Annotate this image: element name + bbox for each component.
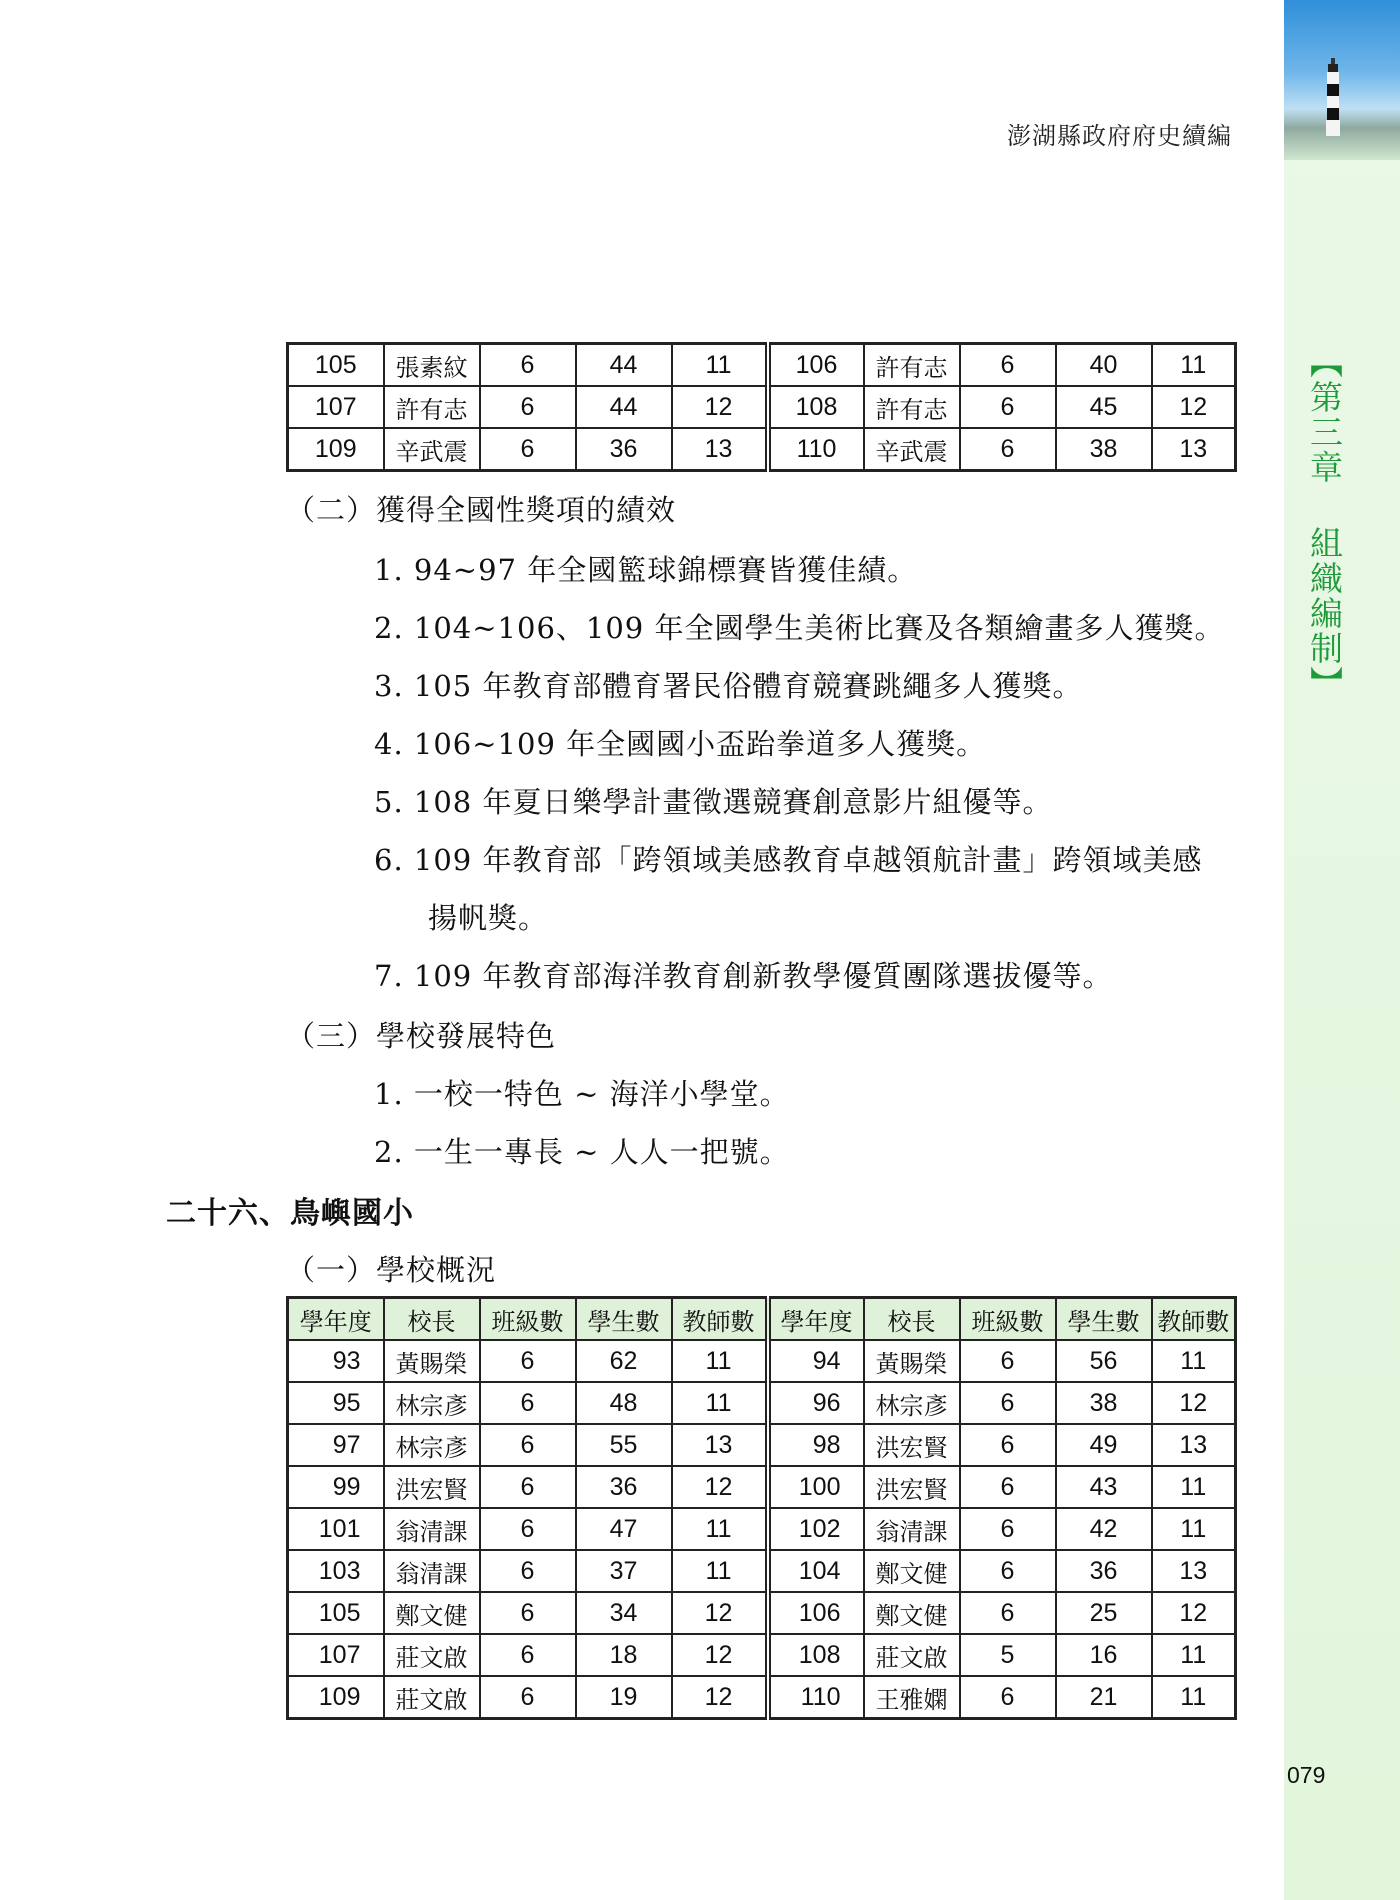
overview-heading: （一）學校概況	[286, 1253, 497, 1287]
table-row	[288, 1424, 1236, 1466]
table-cell: 110	[768, 1676, 864, 1719]
table-cell: 104	[768, 1550, 864, 1592]
table-row	[288, 1550, 1236, 1592]
table-cell: 109	[288, 1676, 384, 1719]
table-cell: 莊文啟	[384, 1676, 480, 1719]
table-cell: 12	[672, 1592, 768, 1634]
table-cell: 94	[768, 1340, 864, 1382]
column-header: 班級數	[480, 1298, 576, 1341]
table-row	[288, 1676, 1236, 1719]
table-cell: 洪宏賢	[864, 1424, 960, 1466]
table-cell: 11	[1152, 1466, 1236, 1508]
table-cell: 47	[576, 1508, 672, 1550]
table-cell: 6	[480, 1676, 576, 1719]
table-cell: 6	[480, 1634, 576, 1676]
table-cell: 12	[672, 1676, 768, 1719]
table-cell: 106	[768, 1592, 864, 1634]
table-cell: 103	[288, 1550, 384, 1592]
column-header: 校長	[864, 1298, 960, 1341]
table-cell: 11	[1152, 1676, 1236, 1719]
table-cell: 6	[480, 1508, 576, 1550]
table-cell: 56	[1056, 1340, 1152, 1382]
table-row: 109 辛武震 6 36 13 110 辛武震 6 38 13	[288, 428, 1236, 471]
table-cell: 5	[960, 1634, 1056, 1676]
section-title: 二十六、鳥嶼國小	[166, 1196, 414, 1231]
table-cell: 101	[288, 1508, 384, 1550]
table-cell: 12	[1152, 1382, 1236, 1424]
column-header: 教師數	[1152, 1298, 1236, 1341]
table-cell: 6	[480, 1550, 576, 1592]
table-cell: 6	[960, 1676, 1056, 1719]
column-header: 教師數	[672, 1298, 768, 1341]
table-cell: 21	[1056, 1676, 1152, 1719]
table-row	[288, 1508, 1236, 1550]
table-cell: 98	[768, 1424, 864, 1466]
table-row	[288, 1340, 1236, 1382]
table-cell: 6	[960, 1550, 1056, 1592]
table-cell: 鄭文健	[864, 1550, 960, 1592]
award-item-continued: 揚帆獎。	[428, 901, 549, 935]
table-cell: 12	[672, 1634, 768, 1676]
table-cell: 36	[1056, 1550, 1152, 1592]
page-number: 079	[1287, 1762, 1326, 1788]
lighthouse-icon	[1322, 58, 1344, 136]
table-cell: 13	[672, 1424, 768, 1466]
table-cell: 19	[576, 1676, 672, 1719]
table-cell: 48	[576, 1382, 672, 1424]
table-cell: 6	[480, 1592, 576, 1634]
table-cell: 12	[672, 1466, 768, 1508]
table-cell: 97	[288, 1424, 384, 1466]
table-cell: 林宗彥	[384, 1424, 480, 1466]
awards-heading: （二）獲得全國性獎項的績效	[286, 493, 677, 527]
table-cell: 102	[768, 1508, 864, 1550]
table-row	[288, 1592, 1236, 1634]
chapter-tab: 【第三章 組織編制】	[1305, 345, 1344, 701]
table-cell: 93	[288, 1340, 384, 1382]
principal-table-continued	[286, 342, 1237, 472]
table-cell: 翁清課	[384, 1508, 480, 1550]
table-cell: 43	[1056, 1466, 1152, 1508]
table-cell: 38	[1056, 1382, 1152, 1424]
column-header: 學年度	[768, 1298, 864, 1341]
table-cell: 林宗彥	[864, 1382, 960, 1424]
feature-item: 1. 一校一特色 ~ 海洋小學堂。	[374, 1077, 790, 1111]
table-cell: 25	[1056, 1592, 1152, 1634]
table-cell: 6	[960, 1382, 1056, 1424]
table-cell: 黃賜榮	[384, 1340, 480, 1382]
principal-table	[286, 1296, 1237, 1720]
table-cell: 6	[480, 1382, 576, 1424]
table-row	[288, 1382, 1236, 1424]
table-row: 105 張素紋 6 44 11 106 許有志 6 40 11	[288, 344, 1236, 387]
table-cell: 鄭文健	[384, 1592, 480, 1634]
table-cell: 37	[576, 1550, 672, 1592]
table-cell: 36	[576, 1466, 672, 1508]
table-cell: 105	[288, 1592, 384, 1634]
table-cell: 6	[480, 1340, 576, 1382]
table-cell: 11	[672, 1382, 768, 1424]
table-cell: 翁清課	[384, 1550, 480, 1592]
table-row	[288, 1466, 1236, 1508]
table-cell: 13	[1152, 1424, 1236, 1466]
features-heading: （三）學校發展特色	[286, 1019, 557, 1053]
table-cell: 96	[768, 1382, 864, 1424]
table-row	[288, 1634, 1236, 1676]
column-header: 校長	[384, 1298, 480, 1341]
feature-item: 2. 一生一專長 ~ 人人一把號。	[374, 1135, 790, 1169]
table-cell: 11	[1152, 1508, 1236, 1550]
chapter-sidebar	[1284, 0, 1400, 1900]
table-cell: 黃賜榮	[864, 1340, 960, 1382]
award-item: 7. 109 年教育部海洋教育創新教學優質團隊選拔優等。	[374, 959, 1113, 993]
table-cell: 11	[672, 1550, 768, 1592]
award-item: 5. 108 年夏日樂學計畫徵選競賽創意影片組優等。	[374, 785, 1053, 819]
table-cell: 108	[768, 1634, 864, 1676]
table-cell: 6	[960, 1424, 1056, 1466]
award-item: 1. 94~97 年全國籃球錦標賽皆獲佳績。	[374, 553, 918, 587]
table-cell: 11	[672, 1340, 768, 1382]
table-cell: 6	[960, 1466, 1056, 1508]
table-cell: 王雅嫻	[864, 1676, 960, 1719]
table-cell: 11	[672, 1508, 768, 1550]
running-head: 澎湖縣政府府史續編	[1007, 122, 1232, 150]
table-cell: 莊文啟	[864, 1634, 960, 1676]
table-cell: 洪宏賢	[384, 1466, 480, 1508]
table-cell: 11	[1152, 1634, 1236, 1676]
table-cell: 62	[576, 1340, 672, 1382]
award-item: 4. 106~109 年全國國小盃跆拳道多人獲獎。	[374, 727, 987, 761]
table-cell: 49	[1056, 1424, 1152, 1466]
table-cell: 莊文啟	[384, 1634, 480, 1676]
table-cell: 99	[288, 1466, 384, 1508]
table-cell: 42	[1056, 1508, 1152, 1550]
table-cell: 12	[1152, 1592, 1236, 1634]
table-cell: 18	[576, 1634, 672, 1676]
table-cell: 林宗彥	[384, 1382, 480, 1424]
lighthouse-photo	[1284, 0, 1400, 160]
table-cell: 6	[960, 1592, 1056, 1634]
column-header: 班級數	[960, 1298, 1056, 1341]
table-cell: 95	[288, 1382, 384, 1424]
table-cell: 6	[960, 1508, 1056, 1550]
table-cell: 34	[576, 1592, 672, 1634]
award-item: 2. 104~106、109 年全國學生美術比賽及各類繪畫多人獲獎。	[374, 611, 1225, 645]
table-cell: 55	[576, 1424, 672, 1466]
table-row: 107 許有志 6 44 12 108 許有志 6 45 12	[288, 386, 1236, 428]
table-cell: 11	[1152, 1340, 1236, 1382]
table-cell: 6	[480, 1424, 576, 1466]
column-header: 學年度	[288, 1298, 384, 1341]
table-cell: 6	[480, 1466, 576, 1508]
table-cell: 107	[288, 1634, 384, 1676]
award-item: 3. 105 年教育部體育署民俗體育競賽跳繩多人獲獎。	[374, 669, 1083, 703]
table-cell: 6	[960, 1340, 1056, 1382]
table-header-row	[288, 1298, 1236, 1341]
table-cell: 16	[1056, 1634, 1152, 1676]
table-cell: 翁清課	[864, 1508, 960, 1550]
award-item: 6. 109 年教育部「跨領域美感教育卓越領航計畫」跨領域美感	[374, 843, 1203, 877]
table-cell: 13	[1152, 1550, 1236, 1592]
column-header: 學生數	[1056, 1298, 1152, 1341]
column-header: 學生數	[576, 1298, 672, 1341]
table-cell: 鄭文健	[864, 1592, 960, 1634]
table-cell: 洪宏賢	[864, 1466, 960, 1508]
table-cell: 100	[768, 1466, 864, 1508]
